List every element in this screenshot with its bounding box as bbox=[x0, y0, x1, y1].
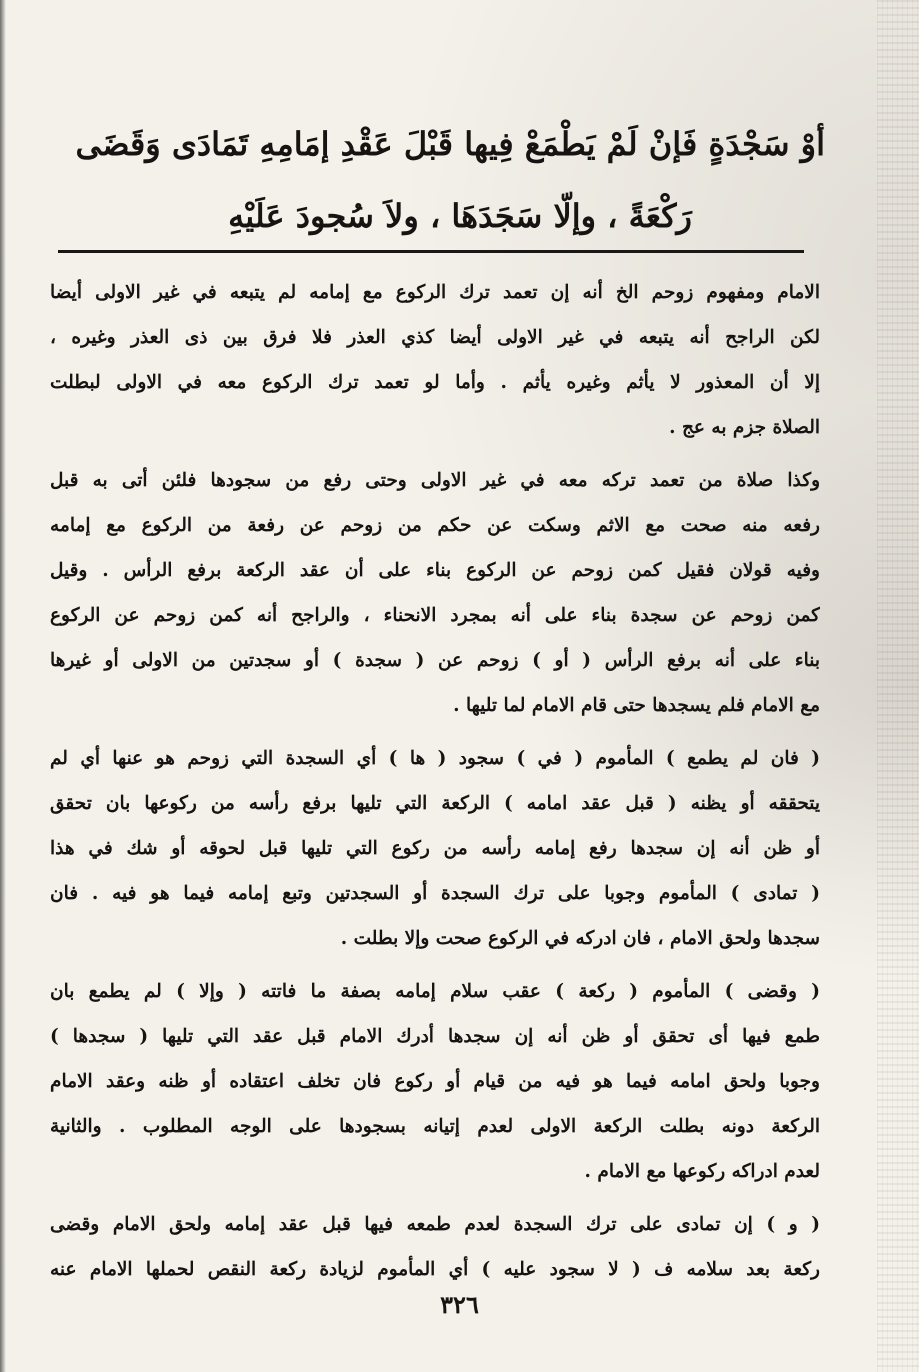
commentary-line: الصلاة جزم به عج . bbox=[669, 417, 820, 438]
commentary-paragraph-1 bbox=[50, 270, 820, 450]
page-number: ٣٢٦ bbox=[440, 1290, 479, 1319]
binding-shadow bbox=[0, 0, 6, 1372]
commentary-line: مع الامام فلم يسجدها حتى قام الامام لما تليها . bbox=[453, 695, 820, 716]
commentary-block bbox=[50, 270, 820, 1300]
commentary-line: بناء على أنه برفع الرأس ( أو ) زوحم عن ( سجدة ) أو سجدتين من الاولى أو غيرها bbox=[50, 650, 820, 671]
commentary-line: لكن الراجح أنه يتبعه في غير الاولى أيضا كذي العذر فلا فرق بين ذى العذر وغيره ، bbox=[50, 327, 820, 348]
commentary-line: أو ظن أنه إن سجدها رفع إمامه رأسه من ركوع التي تليها قبل لحوقه أو شك في هذا bbox=[50, 838, 820, 859]
commentary-paragraph-3 bbox=[50, 736, 820, 961]
commentary-paragraph-5 bbox=[50, 1202, 820, 1292]
commentary-line: طمع فيها أى تحقق أو ظن أنه إن سجدها أدرك الامام قبل عقد التي تليها ( سجدها ) bbox=[50, 1026, 820, 1047]
main-text-block bbox=[75, 108, 825, 252]
commentary-line: وكذا صلاة من تعمد تركه معه في غير الاولى وحتى رفع من سجودها فلئن أتى به قبل bbox=[50, 470, 820, 491]
commentary-line: سجدها ولحق الامام ، فان ادركه في الركوع صحت وإلا بطلت . bbox=[340, 928, 820, 949]
commentary-line: ( و ) إن تمادى على ترك السجدة لعدم طمعه فيها قبل عقد إمامه ولحق الامام وقضى bbox=[50, 1214, 820, 1235]
commentary-line: يتحققه أو يظنه ( قبل عقد امامه ) الركعة التي تليها برفع رأسه من ركوعها بان تحقق bbox=[50, 793, 820, 814]
commentary-line: ركعة بعد سلامه ف ( لا سجود عليه ) أي المأموم لزيادة ركعة النقص لحملها الامام عنه bbox=[50, 1259, 820, 1280]
page-edge-speckle bbox=[877, 0, 919, 1372]
commentary-line: وفيه قولان فقيل كمن زوحم عن الركوع بناء على أن عقد الركعة برفع الرأس . وقيل bbox=[50, 560, 820, 581]
commentary-line: لعدم ادراكه ركوعها مع الامام . bbox=[584, 1161, 820, 1182]
main-text-line-1: أوْ سَجْدَةٍ فَإنْ لَمْ يَطْمَعْ فِيها قَبْلَ عَقْدِ إمَامِهِ تَمَادَى وَقَضَى bbox=[75, 125, 825, 163]
commentary-line: رفعه منه صحت مع الاثم وسكت عن حكم من زوحم عن رفعة من الركوع مع إمامه bbox=[50, 515, 820, 536]
commentary-line: إلا أن المعذور لا يأثم وغيره يأثم . وأما لو تعمد ترك الركوع معه في الاولى لبطلت bbox=[50, 372, 820, 393]
commentary-line: كمن زوحم عن سجدة بناء على أنه بمجرد الانحناء ، والراجح أنه كمن زوحم عن الركوع bbox=[50, 605, 820, 626]
commentary-line: ( وقضى ) المأموم ( ركعة ) عقب سلام إمامه بصفة ما فاتته ( وإلا ) لم يطمع بان bbox=[50, 981, 820, 1002]
commentary-line: الامام ومفهوم زوحم الخ أنه إن تعمد ترك الركوع مع إمامه لم يتبعه في غير الاولى أيضا bbox=[50, 282, 820, 303]
commentary-line: ( فان لم يطمع ) المأموم ( في ) سجود ( ها ) أي السجدة التي زوحم هو عنها أي لم bbox=[50, 748, 820, 769]
commentary-line: الركعة دونه بطلت الركعة الاولى لعدم إتيانه بسجودها على الوجه المطلوب . والثانية bbox=[50, 1116, 820, 1137]
commentary-line: ( تمادى ) المأموم وجوبا على ترك السجدة أو السجدتين وتبع إمامه فيما هو فيه . فان bbox=[50, 883, 820, 904]
commentary-paragraph-4 bbox=[50, 969, 820, 1194]
commentary-paragraph-2 bbox=[50, 458, 820, 728]
commentary-line: وجوبا ولحق امامه فيما هو فيه من قيام أو ركوع فان تخلف اعتقاده أو ظنه وعقد الامام bbox=[50, 1071, 820, 1092]
main-text-line-2: رَكْعَةً ، وإلّا سَجَدَهَا ، ولاَ سُجودَ عَلَيْهِ bbox=[228, 197, 692, 235]
separator-rule bbox=[58, 250, 804, 253]
